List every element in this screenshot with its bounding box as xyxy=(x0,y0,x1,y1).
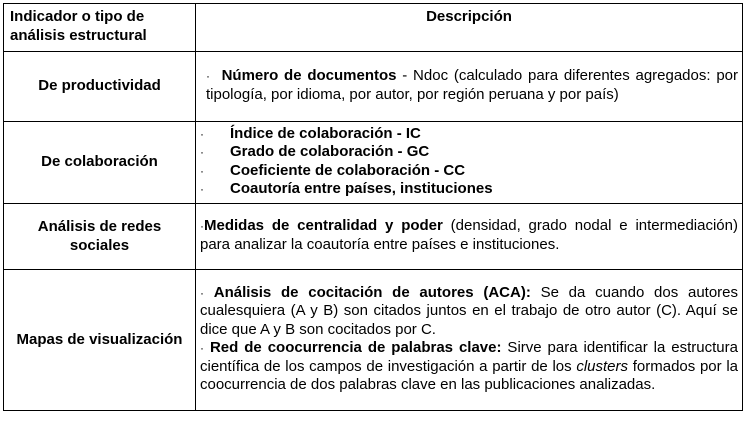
description-text: formados por la coocurrencia de dos palabras clave en las publicaciones analizadas. xyxy=(200,357,739,393)
description-visualization-maps xyxy=(196,270,743,411)
description-text: Sirve para identificar la estructura científica de los campos de investigación a partir de los xyxy=(200,339,738,375)
header-description: Descripción xyxy=(196,4,743,52)
bullet: · xyxy=(200,285,204,300)
item-label: Coautoría entre países, instituciones xyxy=(230,180,493,197)
category-visualization-maps: Mapas de visualización xyxy=(4,270,196,411)
bullet: · xyxy=(200,182,204,196)
header-row xyxy=(4,4,743,52)
description-productivity xyxy=(196,52,743,122)
bullet: · xyxy=(206,69,210,83)
bullet: · xyxy=(200,163,204,178)
term-centrality: Medidas de centralidad y poder xyxy=(204,217,443,234)
description-social-networks xyxy=(196,204,743,270)
table-row xyxy=(4,204,743,270)
term-number-of-documents: Número de documentos xyxy=(221,67,397,84)
list-item xyxy=(200,125,738,144)
category-social-networks: Análisis de redes sociales xyxy=(4,204,196,270)
list-item xyxy=(200,143,738,162)
bullet: · xyxy=(200,341,204,355)
item-label: Índice de colaboración - IC xyxy=(230,124,421,142)
indicators-table xyxy=(3,3,743,411)
item-label: Coeficiente de colaboración - CC xyxy=(230,161,466,179)
category-collaboration: De colaboración xyxy=(4,122,196,204)
description-collaboration xyxy=(196,122,743,204)
list-item xyxy=(200,162,738,181)
bullet: · xyxy=(200,219,204,233)
description-text: - Ndoc (calculado para diferentes agregados: por tipología, por idioma, por autor, por región peruana y por país) xyxy=(206,67,738,103)
category-productivity: De productividad xyxy=(4,52,196,122)
term-cooccurrence: Red de coocurrencia de palabras clave: xyxy=(209,339,502,356)
item-label: Grado de colaboración - GC xyxy=(230,143,430,160)
list-item xyxy=(200,180,738,199)
description-text: Se da cuando dos autores cualesquiera (A y B) son citados juntos en el trabajo de otro autor (C). Aquí se dice que A y B son cocitados por C. xyxy=(200,283,739,338)
description-paragraph xyxy=(200,67,738,104)
description-paragraph xyxy=(200,217,738,254)
bullet: · xyxy=(200,126,204,141)
description-paragraph xyxy=(200,339,738,395)
bullet: · xyxy=(200,145,204,159)
description-text: (densidad, grado nodal e intermediación) para analizar la coautoría entre países e instituciones. xyxy=(200,217,738,253)
table-row xyxy=(4,122,743,204)
term-cocitation: Análisis de cocitación de autores (ACA): xyxy=(213,283,531,301)
header-indicator: Indicador o tipo de análisis estructural xyxy=(4,4,196,52)
description-paragraph xyxy=(200,284,738,340)
table-row xyxy=(4,52,743,122)
table-row xyxy=(4,270,743,411)
italic-term: clusters xyxy=(576,357,629,375)
